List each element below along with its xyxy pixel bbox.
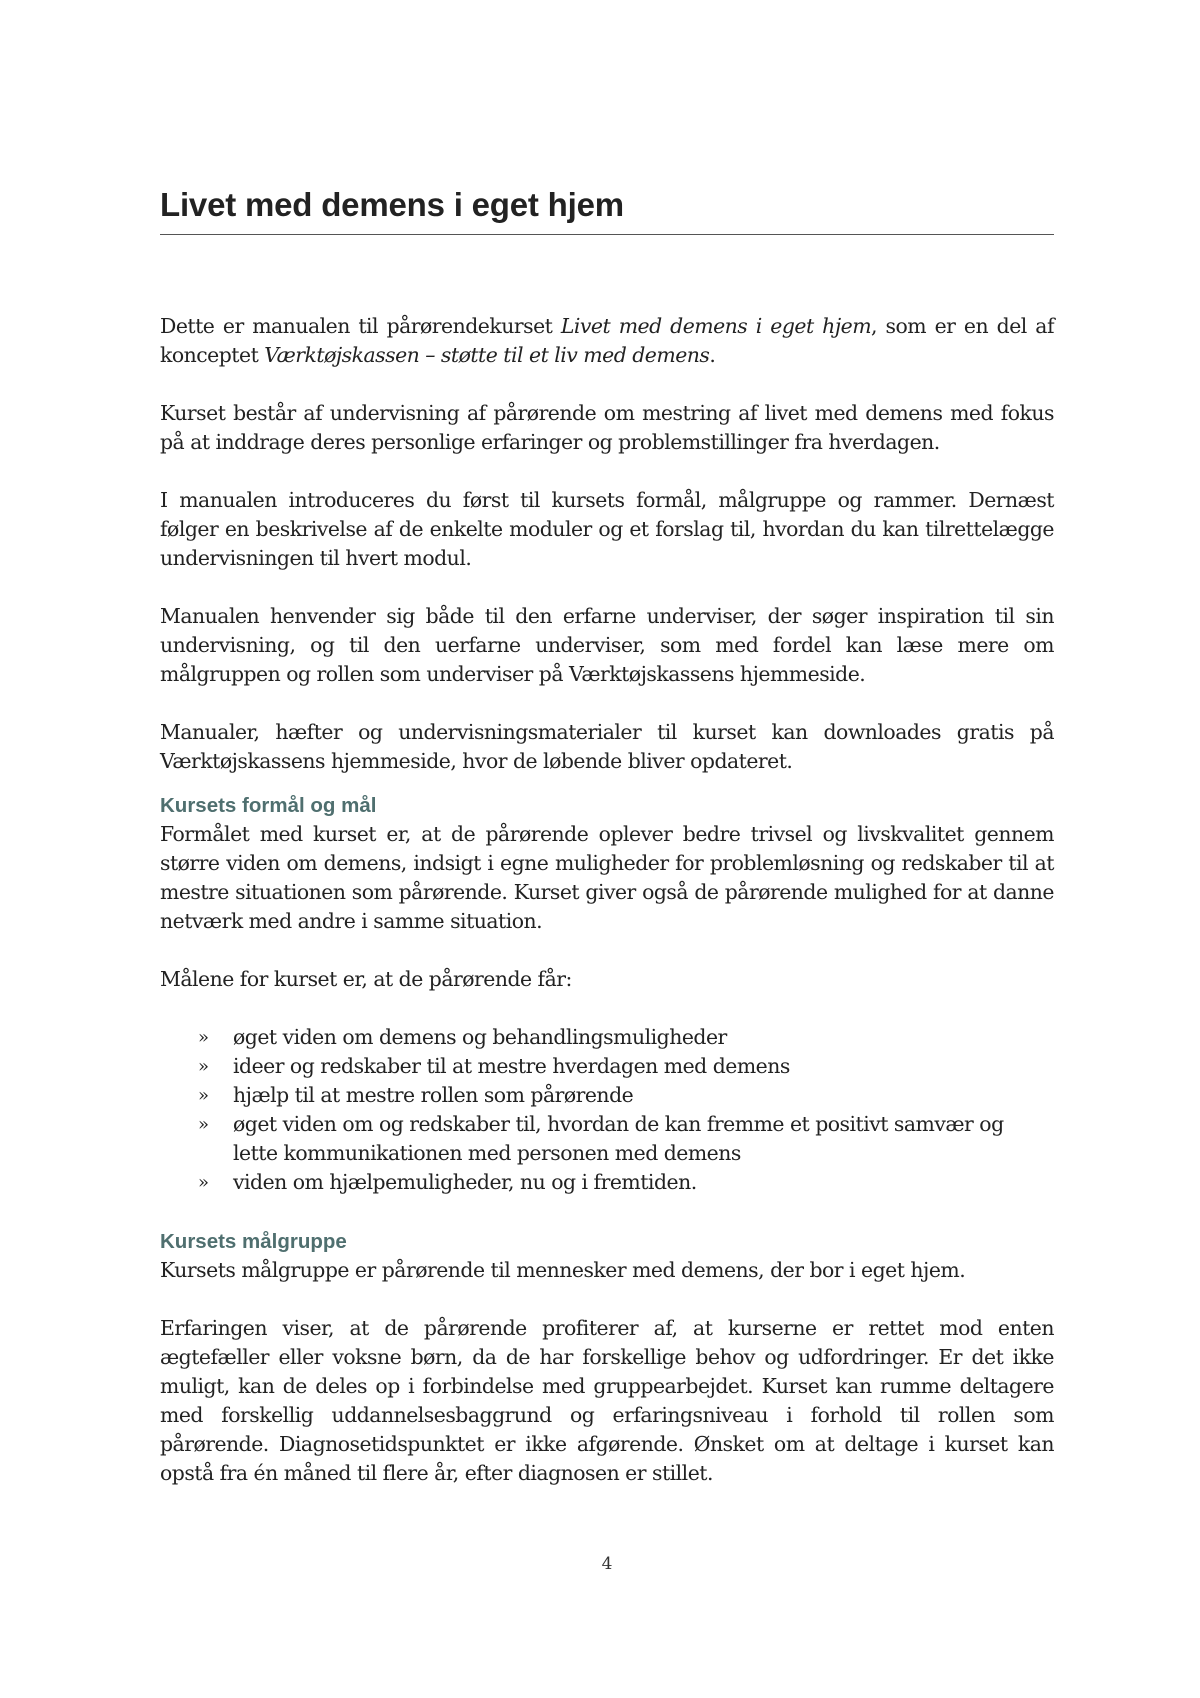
paragraph-purpose: Formålet med kurset er, at de pårørende oplever bedre trivsel og livskvalitet gennem større viden om demens, indsigt i egne muligheder for problemløsning og redskaber til at mestre situationen som pårørende. Kurset giver også de pårørende mulighed for at danne netværk med andre i samme situation.: [160, 822, 1054, 933]
spacer: [160, 776, 1054, 791]
paragraph-downloads: Manualer, hæfter og undervisningsmaterialer til kurset kan downloades gratis på Værktøjskassens hjemmeside, hvor de løbende bliver opdateret.: [160, 720, 1054, 773]
list-item-text: hjælp til at mestre rollen som pårørende: [233, 1083, 634, 1107]
paragraph-experience: Erfaringen viser, at de pårørende profiterer af, at kurserne er rettet mod enten ægtefæller eller voksne børn, da de har forskellige behov og udfordringer. Er det ikke muligt, kan de deles op i forbindelse med gruppearbejdet. Kurset kan rumme deltagere med forskellig uddannelsesbaggrund og erfaringsniveau i forhold til rollen som pårørende. Diagnosetidspunktet er ikke afgørende. Ønsket om at deltage i kurset kan opstå fra én måned til flere år, efter diagnosen er stillet.: [160, 1316, 1054, 1485]
section-heading-purpose: Kursets formål og mål: [160, 794, 377, 817]
bullet-marker: »: [198, 1114, 209, 1135]
document-page: [160, 0, 1054, 1698]
list-item: [160, 1023, 1054, 1052]
list-item-text: øget viden om og redskaber til, hvordan de kan fremme et positivt samvær og lette kommunikationen med personen med demens: [233, 1112, 1004, 1165]
paragraph-course-content: Kurset består af undervisning af pårørende om mestring af livet med demens med fokus på at inddrage deres personlige erfaringer og problemstillinger fra hverdagen.: [160, 401, 1054, 454]
list-item: [160, 1052, 1054, 1081]
intro-text-2: , som er en del af konceptet: [160, 314, 1054, 367]
intro-text-1: Dette er manualen til pårørendekurset: [160, 314, 561, 338]
bullet-marker: »: [198, 1172, 209, 1193]
title-divider: [160, 234, 1054, 235]
intro-paragraph: [160, 312, 1054, 370]
intro-text-3: .: [709, 343, 716, 367]
list-item-text: viden om hjælpemuligheder, nu og i fremtiden.: [233, 1170, 697, 1194]
bullet-marker: »: [198, 1027, 209, 1048]
page-number: 4: [601, 1554, 613, 1574]
paragraph-audience: Manualen henvender sig både til den erfarne underviser, der søger inspiration til sin undervisning, og til den uerfarne underviser, som med fordel kan læse mere om målgruppen og rollen som underviser på Værktøjskassens hjemmeside.: [160, 604, 1054, 686]
bullet-marker: »: [198, 1056, 209, 1077]
list-item: [160, 1081, 1054, 1110]
bullet-marker: »: [198, 1085, 209, 1106]
list-item: [160, 1168, 1054, 1197]
list-item: [160, 1110, 1054, 1168]
paragraph-target: Kursets målgruppe er pårørende til mennesker med demens, der bor i eget hjem.: [160, 1258, 966, 1282]
goals-list: [160, 1023, 1054, 1197]
paragraph-manual-overview: I manualen introduceres du først til kursets formål, målgruppe og rammer. Dernæst følger en beskrivelse af de enkelte moduler og et forslag til, hvordan du kan tilrettelægge undervisningen til hvert modul.: [160, 488, 1054, 570]
course-name: Livet med demens i eget hjem: [560, 314, 872, 338]
concept-name: Værktøjskassen – støtte til et liv med demens: [264, 343, 710, 367]
document-body: [160, 312, 1054, 1517]
paragraph-goals-intro: Målene for kurset er, at de pårørende får:: [160, 967, 572, 991]
list-item-text: ideer og redskaber til at mestre hverdagen med demens: [233, 1054, 790, 1078]
section-heading-target: Kursets målgruppe: [160, 1230, 347, 1253]
page-title: Livet med demens i eget hjem: [160, 186, 624, 223]
list-item-text: øget viden om demens og behandlingsmuligheder: [233, 1025, 727, 1049]
